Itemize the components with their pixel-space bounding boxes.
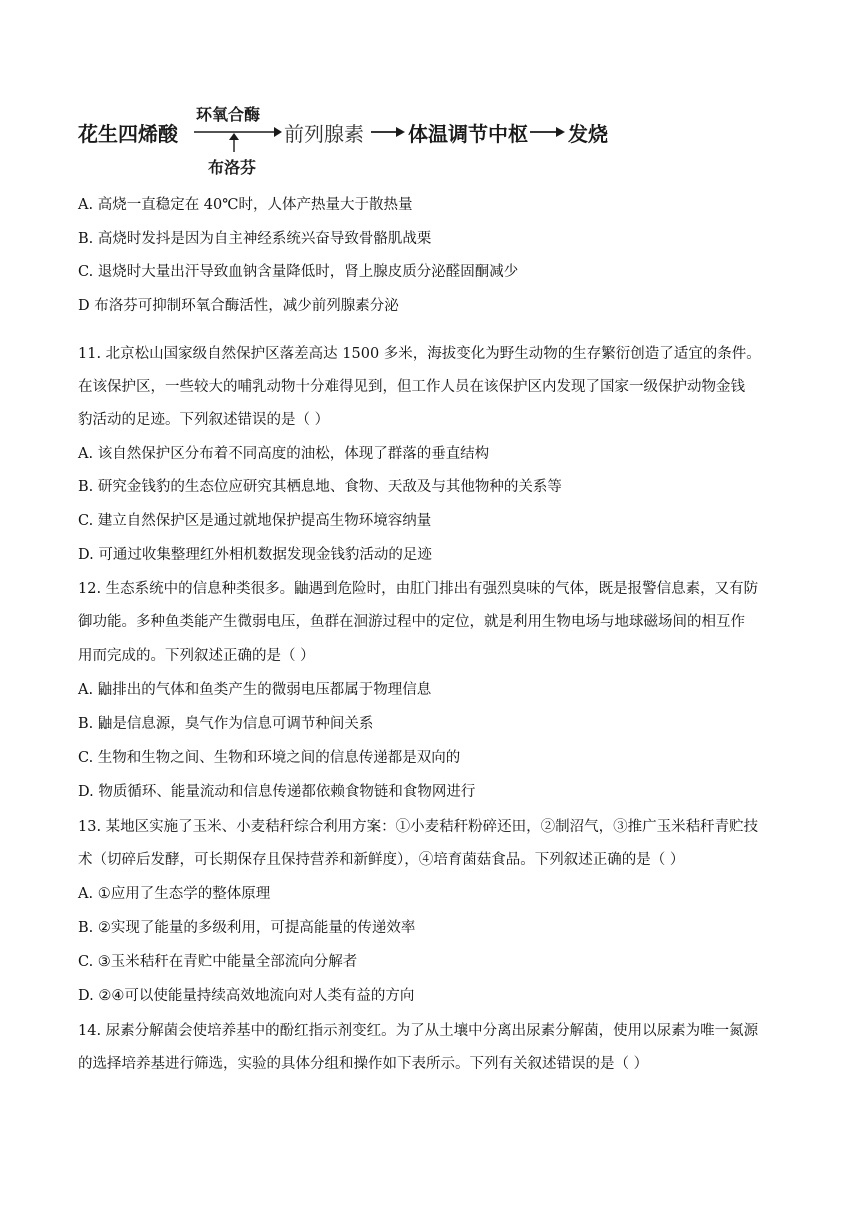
q12-option-a: A. 鼬排出的气体和鱼类产生的微弱电压都属于物理信息 (78, 682, 432, 698)
q12-stem-line: 御功能。多种鱼类能产生微弱电压，鱼群在洄游过程中的定位，就是利用生物电场与地球磁场间的相互作 (78, 614, 745, 630)
q11-stem-line: 在该保护区，一些较大的哺乳动物十分难得见到，但工作人员在该保护区内发现了国家一级保护动物金钱 (78, 379, 745, 395)
pathway-enzyme-label: 环氧合酶 (196, 105, 261, 124)
q12-option-d: D. 物质循环、能量流动和信息传递都依赖食物链和食物网进行 (78, 784, 476, 800)
fever-pathway-diagram (78, 100, 638, 185)
q11-stem-line: 11. 北京松山国家级自然保护区落差高达 1500 多米，海拔变化为野生动物的生存繁衍创造了适宜的条件。 (78, 346, 761, 362)
q13-option-d: D. ②④可以使能量持续高效地流向对人类有益的方向 (78, 988, 415, 1004)
q10-option-a: A. 高烧一直稳定在 40℃时，人体产热量大于散热量 (78, 197, 413, 213)
q10-option-d: D 布洛芬可抑制环氧合酶活性，减少前列腺素分泌 (78, 298, 399, 314)
q12-stem-line: 用而完成的。下列叙述正确的是（ ） (78, 648, 315, 664)
q11-stem-line: 豹活动的足迹。下列叙述错误的是（ ） (78, 412, 330, 428)
pathway-result-label: 发烧 (568, 122, 608, 146)
q10-option-b: B. 高烧时发抖是因为自主神经系统兴奋导致骨骼肌战栗 (78, 231, 432, 247)
pathway-product-label: 前列腺素 (284, 122, 364, 146)
q13-option-b: B. ②实现了能量的多级利用，可提高能量的传递效率 (78, 920, 416, 936)
q11-option-d: D. 可通过收集整理红外相机数据发现金钱豹活动的足迹 (78, 547, 432, 563)
q10-option-c: C. 退烧时大量出汗导致血钠含量降低时，肾上腺皮质分泌醛固酮减少 (78, 264, 519, 280)
q12-option-b: B. 鼬是信息源，臭气作为信息可调节种间关系 (78, 716, 374, 732)
q13-stem-line: 13. 某地区实施了玉米、小麦秸秆综合利用方案：①小麦秸秆粉碎还田，②制沼气，③推广玉米秸秆青贮技 (78, 819, 759, 835)
q11-option-c: C. 建立自然保护区是通过就地保护提高生物环境容纳量 (78, 513, 432, 529)
q12-option-c: C. 生物和生物之间、生物和环境之间的信息传递都是双向的 (78, 750, 461, 766)
q14-stem-line: 的选择培养基进行筛选，实验的具体分组和操作如下表所示。下列有关叙述错误的是（ ） (78, 1056, 649, 1072)
q14-stem-line: 14. 尿素分解菌会使培养基中的酚红指示剂变红。为了从土壤中分离出尿素分解菌，使用以尿素为唯一氮源 (78, 1023, 759, 1039)
q12-stem-line: 12. 生态系统中的信息种类很多。鼬遇到危险时，由肛门排出有强烈臭味的气体，既是报警信息素，又有防 (78, 581, 759, 597)
q13-stem-line: 术（切碎后发酵，可长期保存且保持营养和新鲜度），④培育菌菇食品。下列叙述正确的是（ ） (78, 852, 685, 868)
q13-option-a: A. ①应用了生态学的整体原理 (78, 886, 271, 902)
pathway-start-label: 花生四烯酸 (78, 122, 178, 146)
pathway-inhibitor-label: 布洛芬 (208, 158, 257, 177)
q11-option-b: B. 研究金钱豹的生态位应研究其栖息地、食物、天敌及与其他物种的关系等 (78, 479, 562, 495)
pathway-center-label: 体温调节中枢 (408, 122, 528, 146)
q13-option-c: C. ③玉米秸秆在青贮中能量全部流向分解者 (78, 954, 358, 970)
q11-option-a: A. 该自然保护区分布着不同高度的油松，体现了群落的垂直结构 (78, 446, 490, 462)
